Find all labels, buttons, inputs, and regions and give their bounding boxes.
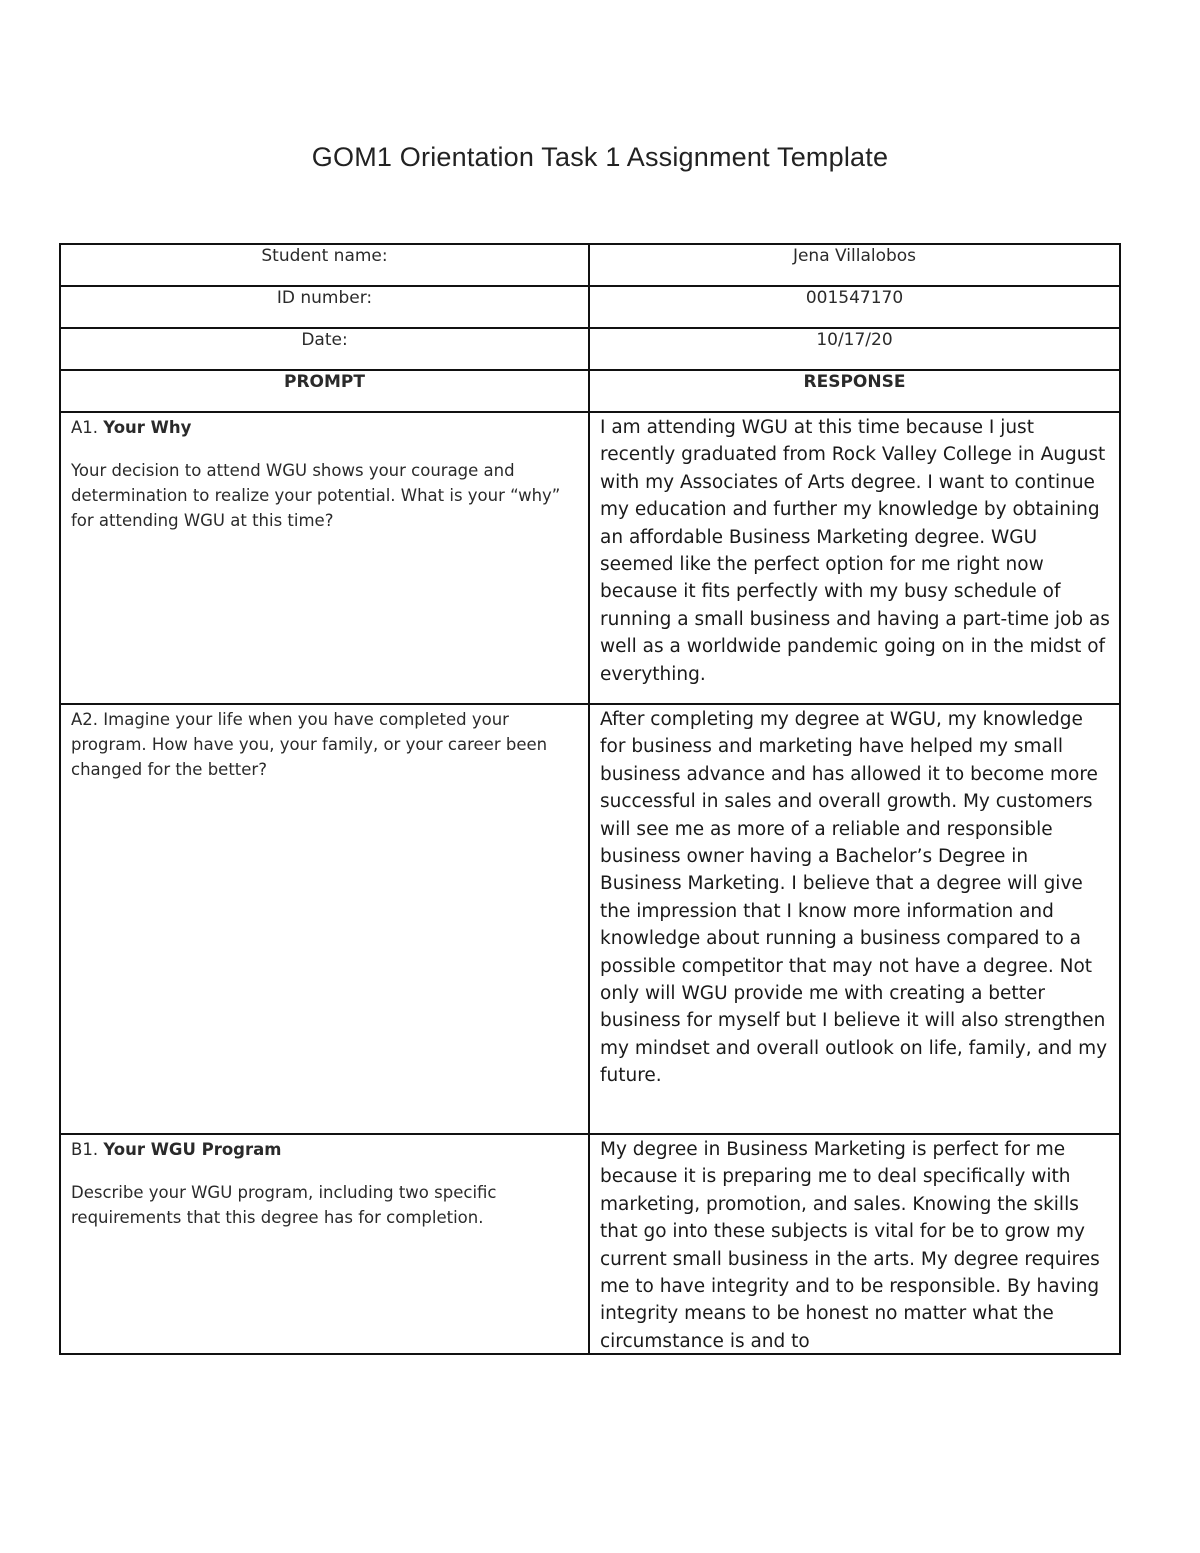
prompt-column-header: PROMPT — [60, 370, 589, 412]
info-value: 10/17/20 — [589, 328, 1120, 370]
prompt-text: Your decision to attend WGU shows your courage and determination to realize your potential. What is your “why” for attending WGU at this time? — [71, 461, 561, 530]
info-label: Student name: — [60, 244, 589, 286]
section-heading — [71, 415, 578, 440]
section-title: Your Why — [103, 418, 192, 437]
prompt-text: Describe your WGU program, including two specific requirements that this degree has for completion. — [71, 1183, 497, 1227]
section-code: A1. — [71, 418, 99, 437]
info-label: Date: — [60, 328, 589, 370]
info-value: 001547170 — [589, 286, 1120, 328]
section-code: B1. — [71, 1140, 99, 1159]
prompt-cell — [60, 412, 589, 704]
section-row-a1 — [60, 412, 1120, 704]
assignment-table — [59, 243, 1121, 1355]
info-row-id-number — [60, 286, 1120, 328]
response-cell — [589, 1134, 1120, 1354]
section-title: Your WGU Program — [103, 1140, 282, 1159]
response-cell — [589, 412, 1120, 704]
table-header-row — [60, 370, 1120, 412]
section-row-a2 — [60, 704, 1120, 1134]
response-clip — [600, 1136, 1111, 1350]
info-label: ID number: — [60, 286, 589, 328]
prompt-text: Imagine your life when you have completed your program. How have you, your family, or your career been changed for the better? — [71, 710, 548, 779]
prompt-cell — [60, 1134, 589, 1354]
document-title: GOM1 Orientation Task 1 Assignment Template — [311, 142, 889, 172]
prompt-cell — [60, 704, 589, 1134]
section-row-b1 — [60, 1134, 1120, 1354]
section-heading — [71, 1137, 578, 1162]
info-row-date — [60, 328, 1120, 370]
response-text: My degree in Business Marketing is perfect for me because it is preparing me to deal specifically with marketing, promotion, and sales. Knowing the skills that go into these subjects is vital for be to grow my current small business in the arts. My degree requires me to have integrity and to be responsible. By having integrity means to be honest no matter what the circumstance is and to — [600, 1139, 1100, 1350]
section-code: A2. — [71, 710, 99, 729]
response-text: I am attending WGU at this time because I just recently graduated from Rock Valley College in August with my Associates of Arts degree. I want to continue my education and further my knowledge by obtaining an affordable Business Marketing degree. WGU seemed like the perfect option for me right now because it fits perfectly with my busy schedule of running a small business and having a part-time job as well as a worldwide pandemic going on in the midst of everything. — [600, 417, 1110, 685]
info-value: Jena Villalobos — [589, 244, 1120, 286]
response-text: After completing my degree at WGU, my knowledge for business and marketing have helped my small business advance and has allowed it to become more successful in sales and overall growth. My customers will see me as more of a reliable and responsible business owner having a Bachelor’s Degree in Business Marketing. I believe that a degree will give the impression that I know more information and knowledge about running a business compared to a possible competitor that may not have a degree. Not only will WGU provide me with creating a better business for myself but I believe it will also strengthen my mindset and overall outlook on life, family, and my future. — [600, 709, 1108, 1087]
info-row-student-name — [60, 244, 1120, 286]
response-column-header: RESPONSE — [589, 370, 1120, 412]
response-cell — [589, 704, 1120, 1134]
